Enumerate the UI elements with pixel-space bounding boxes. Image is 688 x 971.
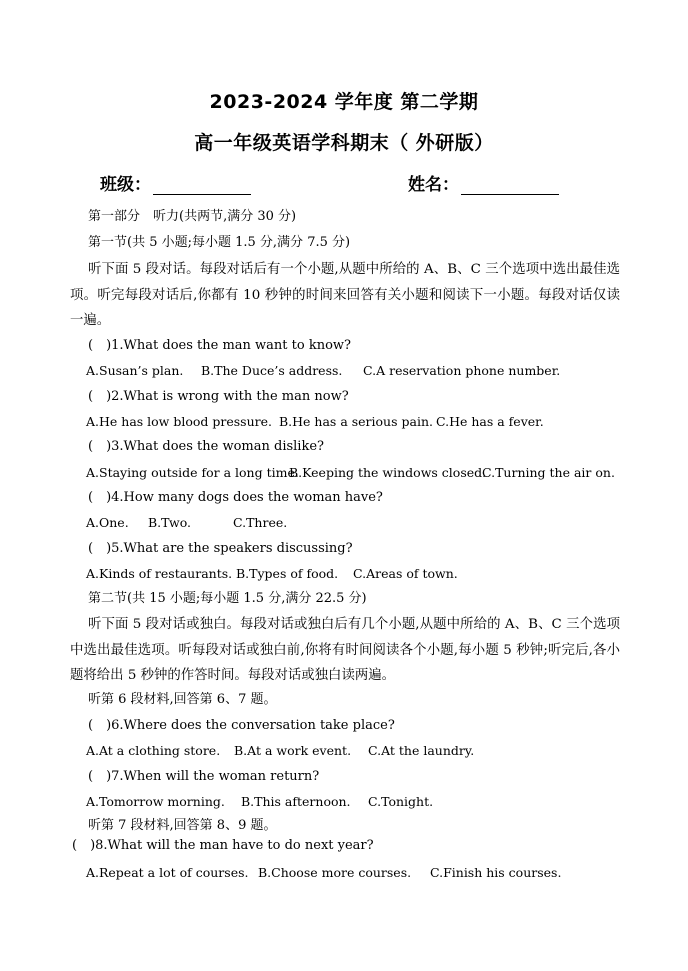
question-4-stem: ( )4.How many dogs does the woman have? xyxy=(88,490,383,505)
q3-option-b: B.Keeping the windows closed. xyxy=(289,465,487,480)
question-1-stem: ( )1.What does the man want to know? xyxy=(88,338,352,353)
section1-instructions: 听下面 5 段对话。每段对话后有一个小题,从题中所给的 A、B、C 三个选项中选出最佳选项。听完每段对话后,你都有 10 秒钟的时间来回答有关小题和阅读下一小题。每段对话仅读一遍。 xyxy=(70,262,620,328)
q8-option-a: A.Repeat a lot of courses. xyxy=(86,865,249,880)
question-7-stem: ( )7.When will the woman return? xyxy=(88,769,320,784)
question-8-stem: ( )8.What will the man have to do next year? xyxy=(72,838,374,853)
q4-option-c: C.Three. xyxy=(233,515,288,530)
q1-option-c: C.A reservation phone number. xyxy=(363,363,561,378)
section2-instructions: 听下面 5 段对话或独白。每段对话或独白后有几个小题,从题中所给的 A、B、C 三个选项中选出最佳选项。听每段对话或独白前,你将有时间阅读各个小题,每小题 5 秒钟;听完后,各小题将给出 5 秒钟的作答时间。每段对话或独白读两遍。 xyxy=(70,617,620,683)
q8-option-c: C.Finish his courses. xyxy=(430,865,562,880)
q5-option-a: A.Kinds of restaurants. xyxy=(86,566,233,581)
part1-title: 第一部分 听力(共两节,满分 30 分) xyxy=(88,209,297,224)
exam-subject-title: 高一年级英语学科期末（ 外研版） xyxy=(194,132,494,154)
class-label: 班级： xyxy=(100,175,151,195)
q3-option-a: A.Staying outside for a long time. xyxy=(86,465,299,480)
q8-option-b: B.Choose more courses. xyxy=(258,865,412,880)
q6-option-a: A.At a clothing store. xyxy=(86,743,221,758)
q7-option-a: A.Tomorrow morning. xyxy=(86,794,225,809)
q4-option-a: A.One. xyxy=(86,515,129,530)
q7-option-c: C.Tonight. xyxy=(368,794,434,809)
question-2-stem: ( )2.What is wrong with the man now? xyxy=(88,389,349,404)
q2-option-b: B.He has a serious pain. xyxy=(279,414,433,429)
section2-title: 第二节(共 15 小题;每小题 1.5 分,满分 22.5 分) xyxy=(88,591,367,606)
question-5-stem: ( )5.What are the speakers discussing? xyxy=(88,541,353,556)
material-7-note: 听第 7 段材料,回答第 8、9 题。 xyxy=(88,818,277,833)
question-6-stem: ( )6.Where does the conversation take place? xyxy=(88,718,395,733)
q6-option-b: B.At a work event. xyxy=(234,743,352,758)
material-6-note: 听第 6 段材料,回答第 6、7 题。 xyxy=(88,692,277,707)
q7-option-b: B.This afternoon. xyxy=(241,794,351,809)
q6-option-c: C.At the laundry. xyxy=(368,743,475,758)
class-field xyxy=(100,170,251,195)
name-blank[interactable] xyxy=(461,176,559,195)
q5-option-b: B.Types of food. xyxy=(236,566,339,581)
section1-title: 第一节(共 5 小题;每小题 1.5 分,满分 7.5 分) xyxy=(88,235,351,250)
q1-option-a: A.Susan’s plan. xyxy=(86,363,184,378)
q1-option-b: B.The Duce’s address. xyxy=(201,363,343,378)
q4-option-b: B.Two. xyxy=(148,515,192,530)
class-blank[interactable] xyxy=(153,176,251,195)
name-label: 姓名： xyxy=(408,175,459,195)
q2-option-a: A.He has low blood pressure. xyxy=(86,414,272,429)
question-3-stem: ( )3.What does the woman dislike? xyxy=(88,439,324,454)
exam-year-title: 2023-2024 学年度 第二学期 xyxy=(209,91,479,113)
name-field xyxy=(408,170,559,195)
q2-option-c: C.He has a fever. xyxy=(436,414,544,429)
q5-option-c: C.Areas of town. xyxy=(353,566,458,581)
q3-option-c: C.Turning the air on. xyxy=(482,465,615,480)
